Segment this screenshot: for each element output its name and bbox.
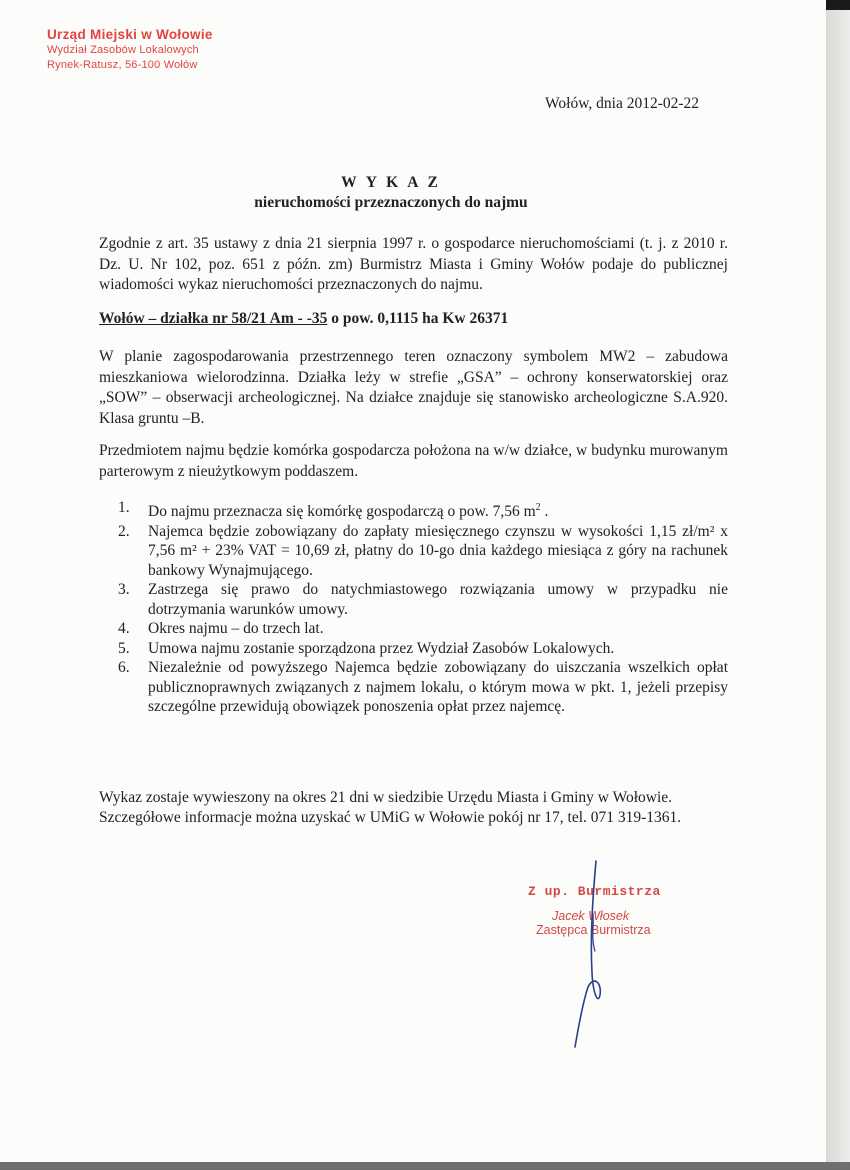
scan-edge-top (826, 0, 850, 10)
list-item: 3. Zastrzega się prawo do natychmiastowego rozwiązania umowy w przypadku nie dotrzymania warunków umowy. (118, 581, 728, 618)
conditions-list (99, 498, 728, 717)
subject-paragraph: Przedmiotem najmu będzie komórka gospodarcza położona na w/w działce, w budynku murowanym parterowym z nieużytkowym poddaszem. (99, 442, 728, 480)
list-item: 6. Niezależnie od powyższego Najemca będzie zobowiązany do uiszczania wszelkich opłat publicznoprawnych związanych z najmem lokalu, o którym mowa w pkt. 1, jeżeli przepisy szczególne przewidują obowiązek ponoszenia opłat przez najemcę. (118, 659, 728, 716)
list-item: 5. Umowa najmu zostanie sporządzona przez Wydział Zasobów Lokalowych. (118, 639, 615, 657)
stamp-line-2: Jacek Włosek (552, 909, 630, 923)
date-line: Wołów, dnia 2012-02-22 (545, 95, 700, 112)
footer-note (99, 788, 739, 828)
stamp-line-3: Zastępca Burmistrza (536, 923, 651, 937)
stamp-line-1: Z up. Burmistrza (528, 884, 661, 899)
letterhead (47, 26, 213, 73)
property-heading-rest: o pow. 0,1115 ha Kw 26371 (327, 310, 509, 327)
document-subtitle: nieruchomości przeznaczonych do najmu (254, 194, 528, 211)
list-item: 2. Najemca będzie zobowiązany do zapłaty miesięcznego czynszu w wysokości 1,15 zł/m² x 7,56 m² + 23% VAT = 10,69 zł, płatny do 10-go dnia każdego miesiąca z góry na rachunek bankowy Wynajmującego. (118, 522, 728, 579)
department-name: Wydział Zasobów Lokalowych (47, 44, 199, 56)
handwritten-signature (560, 855, 630, 1055)
office-address: Rynek-Ratusz, 56-100 Wołów (47, 59, 198, 71)
list-item: 1. Do najmu przeznacza się komórkę gospodarczą o pow. 7,56 $m^2$ . (118, 499, 549, 521)
scan-edge (826, 0, 850, 1170)
property-heading (99, 310, 508, 328)
scan-edge-bottom (0, 1162, 850, 1170)
intro-paragraph: Zgodnie z art. 35 ustawy z dnia 21 sierpnia 1997 r. o gospodarce nieruchomościami (t. j. z 2010 r. Dz. U. Nr 102, poz. 651 z późn. zm) Burmistrz Miasta i Gminy Wołów podaje do publicznej wiadomości wykaz nieruchomości przeznaczonych do najmu. (99, 235, 728, 293)
document-title: W Y K A Z (341, 174, 441, 191)
superscript: 2 (535, 502, 541, 513)
plan-paragraph: W planie zagospodarowania przestrzennego teren oznaczony symbolem MW2 – zabudowa mieszkaniowa wielorodzinna. Działka leży w strefie „GSA” – ochrony konserwatorskiej oraz „SOW” – obserwacji archeologicznej. Na działce znajduje się stanowisko archeologiczne S.A.920. Klasa gruntu –B. (99, 348, 728, 427)
footer-line-2: Szczegółowe informacje można uzyskać w UMiG w Wołowie pokój nr 17, tel. 071 319-1361. (99, 809, 682, 826)
property-heading-underlined: Wołów – działka nr 58/21 Am - -35 (99, 310, 328, 327)
list-item: 4. Okres najmu – do trzech lat. (118, 620, 324, 638)
footer-line-1: Wykaz zostaje wywieszony na okres 21 dni w siedzibie Urzędu Miasta i Gminy w Wołowie. (99, 789, 673, 806)
office-name: Urząd Miejski w Wołowie (47, 27, 213, 42)
